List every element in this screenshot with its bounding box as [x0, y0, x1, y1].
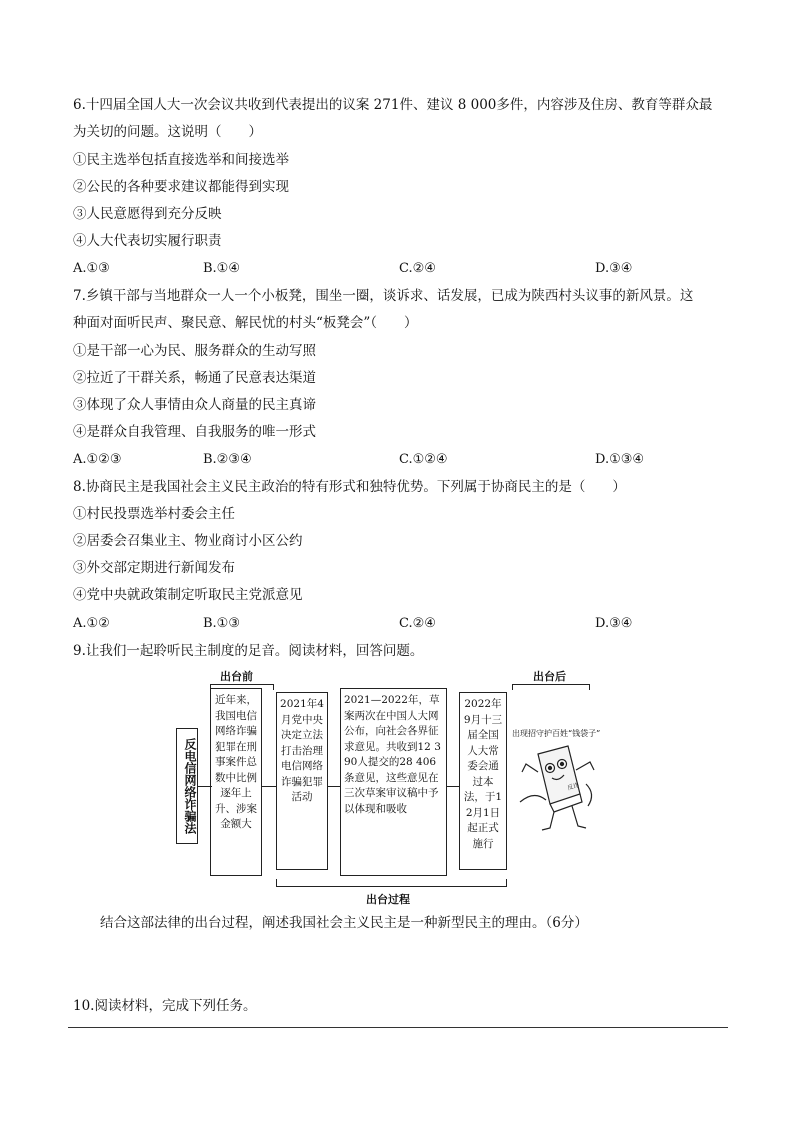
q8-statement-4: ④党中央就政策制定听取民主党派意见 [73, 587, 303, 603]
q9-task: 结合这部法律的出台过程，阐述我国社会主义民主是一种新型民主的理由。（6分） [100, 915, 588, 931]
q6-stem-line2: 为关切的问题。这说明（ ） [73, 124, 262, 140]
q6-statement-4: ④人大代表切实履行职责 [73, 233, 222, 249]
q7-option-a[interactable]: A.①②③ [73, 452, 122, 467]
q6-option-c[interactable]: C.②④ [399, 261, 436, 276]
q8-options [73, 616, 733, 632]
q10-stem: 10.阅读材料，完成下列任务。 [73, 998, 257, 1014]
separator-line [68, 1027, 728, 1028]
brace-after [512, 684, 590, 690]
cartoon-law-book-icon [516, 742, 598, 838]
brace-process [276, 879, 507, 887]
q6-option-a[interactable]: A.①③ [73, 261, 110, 276]
q9-stem: 9.让我们一起聆听民主制度的足音。阅读材料，回答问题。 [73, 643, 424, 659]
connector-3 [328, 786, 340, 787]
q7-option-c[interactable]: C.①②④ [399, 452, 448, 467]
q7-statement-3: ③体现了众人事情由众人商量的民主真谛 [73, 397, 316, 413]
law-process-figure [170, 662, 600, 912]
q7-statement-1: ①是干部一心为民、服务群众的生动写照 [73, 343, 316, 359]
q8-statement-1: ①村民投票选举村委会主任 [73, 506, 235, 522]
q6-statement-3: ③人民意愿得到充分反映 [73, 206, 222, 222]
connector-4 [447, 786, 459, 787]
q6-statement-1: ①民主选举包括直接选举和间接选举 [73, 152, 289, 168]
connector-2 [262, 786, 276, 787]
q8-statement-3: ③外交部定期进行新闻发布 [73, 560, 235, 576]
q6-options [73, 261, 733, 277]
box-2022: 2022年9月十三届全国人大常委会通过本法，于12月1日起正式施行 [459, 692, 507, 870]
q7-statement-2: ②拉近了干群关系，畅通了民意表达渠道 [73, 370, 316, 386]
q8-option-c[interactable]: C.②④ [399, 616, 436, 631]
label-before: 出台前 [220, 670, 253, 683]
cartoon-caption: 出现招守护百姓“钱袋子” [512, 729, 601, 738]
q7-stem-line2: 种面对面听民声、聚民意、解民忧的村头“板凳会”（ ） [73, 315, 418, 331]
q7-statement-4: ④是群众自我管理、自我服务的唯一形式 [73, 424, 316, 440]
cartoon-sign: 反诈 [566, 781, 581, 792]
q7-options [73, 452, 733, 468]
q8-option-b[interactable]: B.①③ [203, 616, 240, 631]
q7-stem-line1: 7.乡镇干部与当地群众一人一个小板凳，围坐一圈，谈诉求、话发展，已成为陕西村头议事的新风景。这 [73, 288, 694, 304]
q7-option-b[interactable]: B.②③④ [203, 452, 252, 467]
q8-option-a[interactable]: A.①② [73, 616, 110, 631]
label-process: 出台过程 [366, 893, 410, 906]
box-draft: 2021—2022年，草案两次在中国人大网公布，向社会各界征求意见。共收到12 390人提交的28 406条意见，这些意见在三次草案审议稿中予以体现和吸收 [340, 688, 447, 876]
q6-option-d[interactable]: D.③④ [595, 261, 633, 276]
q6-statement-2: ②公民的各种要求建议都能得到实现 [73, 179, 289, 195]
q8-stem: 8.协商民主是我国社会主义民主政治的特有形式和独特优势。下列属于协商民主的是（ ） [73, 479, 626, 495]
law-title: 反电信网络诈骗法 [176, 728, 198, 844]
q8-statement-2: ②居委会召集业主、物业商讨小区公约 [73, 533, 303, 549]
q6-option-b[interactable]: B.①④ [203, 261, 240, 276]
box-before: 近年来，我国电信网络诈骗犯罪在刑事案件总数中比例逐年上升、涉案金额大 [210, 688, 262, 876]
q7-option-d[interactable]: D.①③④ [595, 452, 645, 467]
q6-stem-line1: 6.十四届全国人大一次会议共收到代表提出的议案 271件、建议 8 000多件，内容涉及住房、教育等群众最 [73, 97, 713, 113]
label-after: 出台后 [533, 670, 566, 683]
q8-option-d[interactable]: D.③④ [595, 616, 633, 631]
box-2021: 2021年4月党中央决定立法打击治理电信网络诈骗犯罪活动 [276, 692, 328, 870]
